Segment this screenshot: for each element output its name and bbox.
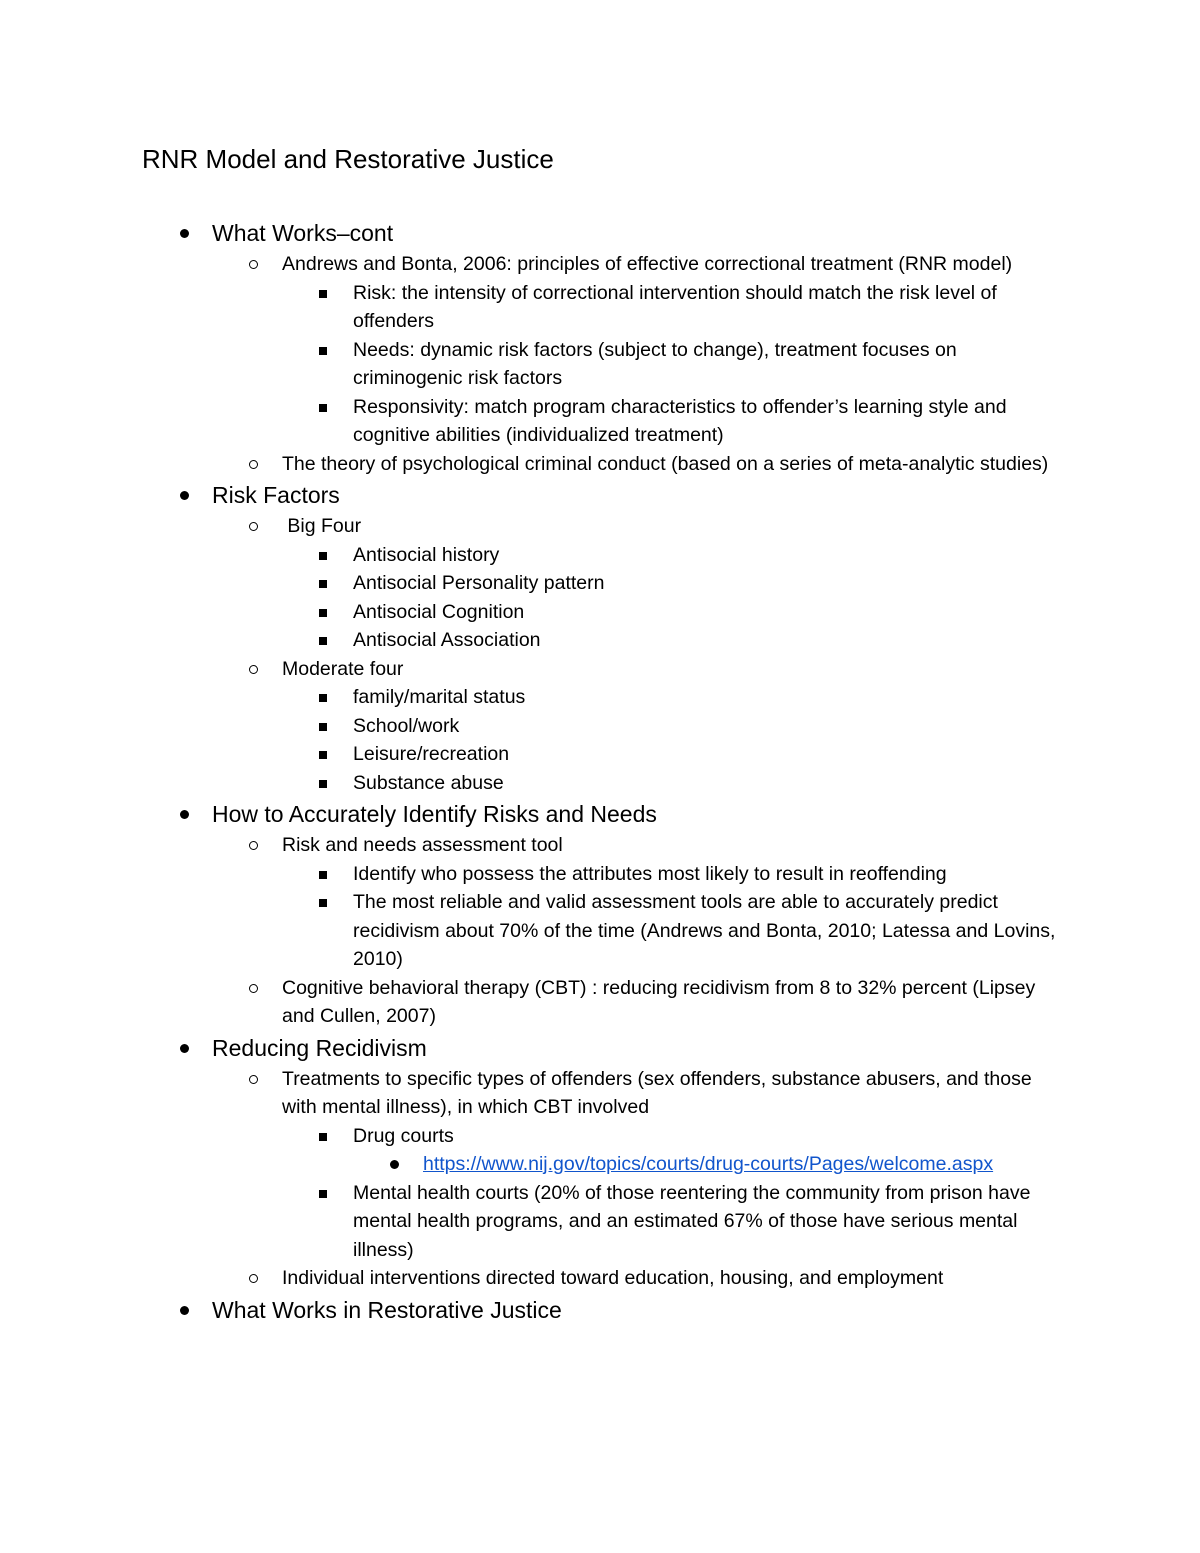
- square-bullet-icon: [319, 1133, 327, 1141]
- sub-list-item: The most reliable and valid assessment tools are able to accurately predict recidivism about 70% of the time (Andrews and Bonta, 2010; Latessa and Lovins, 2010): [0, 888, 1200, 974]
- sub-list-item: Identify who possess the attributes most likely to result in reoffending: [0, 860, 1200, 889]
- link-list-item: [0, 1150, 1200, 1179]
- filled-bullet-icon: [180, 1306, 189, 1315]
- hollow-circle-bullet-icon: [249, 841, 258, 850]
- square-bullet-icon: [319, 347, 327, 355]
- list-item: Big Four: [0, 512, 1200, 541]
- sub-list-item: Antisocial Cognition: [0, 598, 1200, 627]
- section-heading: Reducing Recidivism: [0, 1031, 1200, 1065]
- sub-list-item: Risk: the intensity of correctional intervention should match the risk level of offenders: [0, 279, 1200, 336]
- square-bullet-icon: [319, 723, 327, 731]
- square-bullet-icon: [319, 780, 327, 788]
- filled-bullet-icon: [390, 1160, 399, 1169]
- square-bullet-icon: [319, 290, 327, 298]
- square-bullet-icon: [319, 552, 327, 560]
- hollow-circle-bullet-icon: [249, 665, 258, 674]
- section-heading: How to Accurately Identify Risks and Needs: [0, 797, 1200, 831]
- sub-list-item: Antisocial Personality pattern: [0, 569, 1200, 598]
- sub-list-item: Antisocial Association: [0, 626, 1200, 655]
- sub-list-item: Leisure/recreation: [0, 740, 1200, 769]
- sub-list-item: Mental health courts (20% of those reentering the community from prison have mental health programs, and an estimated 67% of those have serious mental illness): [0, 1179, 1200, 1265]
- square-bullet-icon: [319, 404, 327, 412]
- sub-list-item: family/marital status: [0, 683, 1200, 712]
- sub-list-item: Drug courts: [0, 1122, 1200, 1151]
- sub-list-item: Substance abuse: [0, 769, 1200, 798]
- sub-list-item: Antisocial history: [0, 541, 1200, 570]
- filled-bullet-icon: [180, 810, 189, 819]
- square-bullet-icon: [319, 694, 327, 702]
- square-bullet-icon: [319, 751, 327, 759]
- filled-bullet-icon: [180, 229, 189, 238]
- list-item: Risk and needs assessment tool: [0, 831, 1200, 860]
- section-heading: What Works in Restorative Justice: [0, 1293, 1200, 1327]
- drug-courts-link[interactable]: https://www.nij.gov/topics/courts/drug-courts/Pages/welcome.aspx: [423, 1153, 994, 1175]
- list-item: Moderate four: [0, 655, 1200, 684]
- list-item: Andrews and Bonta, 2006: principles of effective correctional treatment (RNR model): [0, 250, 1200, 279]
- section-heading: What Works–cont: [0, 216, 1200, 250]
- hollow-circle-bullet-icon: [249, 460, 258, 469]
- filled-bullet-icon: [180, 491, 189, 500]
- square-bullet-icon: [319, 580, 327, 588]
- sub-list-item: Responsivity: match program characteristics to offender’s learning style and cognitive abilities (individualized treatment): [0, 393, 1200, 450]
- square-bullet-icon: [319, 899, 327, 907]
- hollow-circle-bullet-icon: [249, 522, 258, 531]
- hollow-circle-bullet-icon: [249, 1075, 258, 1084]
- outline-list: [0, 216, 1200, 1327]
- list-item: Treatments to specific types of offenders (sex offenders, substance abusers, and those with mental illness), in which CBT involved: [0, 1065, 1200, 1122]
- list-item: The theory of psychological criminal conduct (based on a series of meta-analytic studies): [0, 450, 1200, 479]
- section-heading: Risk Factors: [0, 478, 1200, 512]
- filled-bullet-icon: [180, 1044, 189, 1053]
- square-bullet-icon: [319, 871, 327, 879]
- page-title: RNR Model and Restorative Justice: [142, 144, 554, 174]
- square-bullet-icon: [319, 1190, 327, 1198]
- sub-list-item: School/work: [0, 712, 1200, 741]
- hollow-circle-bullet-icon: [249, 984, 258, 993]
- hollow-circle-bullet-icon: [249, 1274, 258, 1283]
- list-item: Individual interventions directed toward education, housing, and employment: [0, 1264, 1200, 1293]
- sub-list-item: Needs: dynamic risk factors (subject to change), treatment focuses on criminogenic risk factors: [0, 336, 1200, 393]
- square-bullet-icon: [319, 637, 327, 645]
- list-item: Cognitive behavioral therapy (CBT) : reducing recidivism from 8 to 32% percent (Lipsey and Cullen, 2007): [0, 974, 1200, 1031]
- square-bullet-icon: [319, 609, 327, 617]
- hollow-circle-bullet-icon: [249, 260, 258, 269]
